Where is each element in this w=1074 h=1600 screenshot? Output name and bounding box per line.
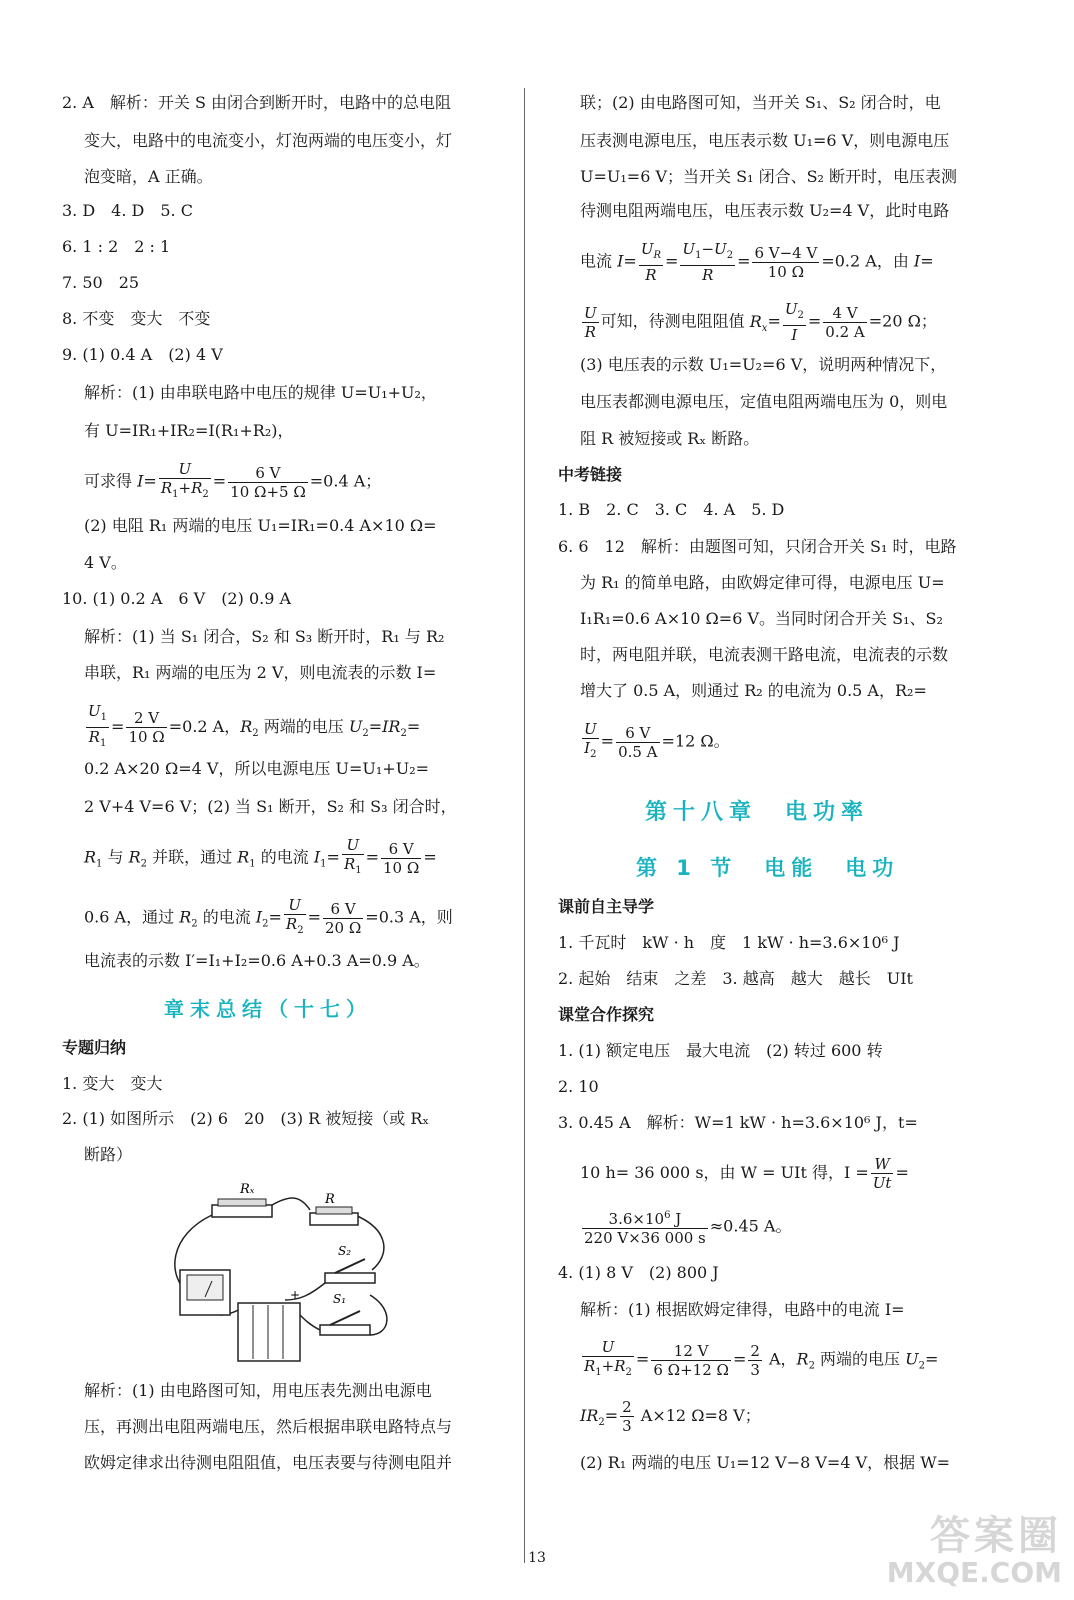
q9-line: 9. (1) 0.4 A (2) 4 V xyxy=(62,345,223,364)
zhongkao-q6-line5: 增大了 0.5 A，则通过 R₂ 的电流为 0.5 A，R₂= xyxy=(580,681,927,700)
preclass-q2: 2. 起始 结束 之差 3. 越高 越大 越长 UIt xyxy=(558,969,913,988)
r-label: R xyxy=(325,1192,335,1207)
battery xyxy=(238,1303,300,1361)
r-line7: (3) 电压表的示数 U₁=U₂=6 V，说明两种情况下， xyxy=(580,355,947,374)
wire xyxy=(272,1198,310,1210)
watermark-logo xyxy=(887,1514,1062,1588)
inclass-q4-formula-1: $\frac{U}{R_1+R_2}$ = $\frac{12 V}{6 \Omega+12 \Omega}$ = $\frac{2}{3}$ A，$R_2$ 两端的电压 $U_2=$ xyxy=(584,1338,939,1379)
switch-s2 xyxy=(325,1273,375,1283)
section-1-title: 第 1 节 电能 电功 xyxy=(636,856,900,880)
q7-line: 7. 50 25 xyxy=(62,273,140,292)
watermark-line1: 答案圈 xyxy=(930,1513,1062,1559)
switch-s2-lever xyxy=(335,1259,365,1273)
wire xyxy=(300,1315,320,1330)
r-line9: 阻 R 被短接或 Rₓ 断路。 xyxy=(580,429,760,448)
zhongkao-q1: 1. B 2. C 3. C 4. A 5. D xyxy=(558,500,785,519)
r-line4: 待测电阻两端电压，电压表示数 U₂=4 V，此时电路 xyxy=(580,201,950,220)
wire xyxy=(370,1295,387,1335)
q3-line: 3. D 4. D 5. C xyxy=(62,201,193,220)
rx-resistor xyxy=(212,1205,272,1217)
switch-s1 xyxy=(320,1325,370,1335)
q10-formula-3: 0.6 A，通过 $R_2$ 的电流 $I_2=$ $\frac{U}{R_2}$ = $\frac{6 V}{20 \Omega}$ =0.3 A，则 xyxy=(84,896,453,937)
analysis-line2: 压，再测出电阻两端电压，然后根据串联电路特点与 xyxy=(84,1417,453,1436)
r-formula-2: $\frac{U}{R}$ 可知，待测电阻阻值 $R_x=$ $\frac{U_2}{I}$ = $\frac{4 V}{0.2 A}$ =20 Ω； xyxy=(584,300,937,344)
q9-formula: 可求得 I= $\frac{U}{R_1+R_2}$ = $\frac{6 V}{10 \Omega+5 \Omega}$ =0.4 A； xyxy=(84,460,382,501)
q6-line: 6. 1 : 2 2 : 1 xyxy=(62,237,171,256)
q2-line2: 变大，电路中的电流变小，灯泡两端的电压变小，灯 xyxy=(84,131,453,150)
q10-line: 10. (1) 0.2 A 6 V (2) 0.9 A xyxy=(62,589,292,608)
chapter-summary-title: 章末总结（十七） xyxy=(164,997,372,1021)
inclass-q3-formula: $\frac{3.6\times 10^6 J}{220 V\times 36 000 s}$ ≈0.45 A。 xyxy=(580,1207,791,1247)
q2-line3: 泡变暗，A 正确。 xyxy=(84,167,213,186)
chapter-18-title: 第十八章 电功率 xyxy=(645,800,870,825)
topic-q2-line1: 2. (1) 如图所示 (2) 6 20 (3) R 被短接（或 Rₓ xyxy=(62,1109,430,1128)
q9-analysis-4: 4 V。 xyxy=(84,553,127,572)
topic-q2-line2: 断路） xyxy=(84,1145,133,1164)
zhongkao-q6-formula: $\frac{U}{I_2}$ = $\frac{6 V}{0.5 A}$ =12 Ω。 xyxy=(584,720,730,761)
r-line3: U=U₁=6 V；当开关 S₁ 闭合、S₂ 断开时，电压表测 xyxy=(580,167,958,186)
column-divider xyxy=(524,88,525,1563)
topic-q1: 1. 变大 变大 xyxy=(62,1074,163,1093)
q10-formula-1: $\frac{U_1}{R_1}$ = $\frac{2 V}{10 \Omega}$ =0.2 A，$R_2$ 两端的电压 $U_2=IR_2=$ xyxy=(88,702,421,749)
q10-formula-2: $R_1$ 与 $R_2$ 并联，通过 $R_1$ 的电流 $I_1=$ $\frac{U}{R_1}$ = $\frac{6 V}{10 \Omega}$ = xyxy=(84,836,437,877)
rx-label: Rₓ xyxy=(240,1182,255,1197)
q9-analysis-3: (2) 电阻 R₁ 两端的电压 U₁=IR₁=0.4 A×10 Ω= xyxy=(84,516,437,535)
zhongkao-q6-line2: 为 R₁ 的简单电路，由欧姆定律可得，电源电压 U= xyxy=(580,573,945,592)
switch-s1-lever xyxy=(330,1311,360,1325)
zhongkao-q6-line3: I₁R₁=0.6 A×10 Ω=6 V。当同时闭合开关 S₁、S₂ xyxy=(580,609,943,628)
inclass-q3-line2: 10 h= 36 000 s，由 W = UIt 得，I = $\frac{W}{Ut}$ = xyxy=(580,1155,909,1192)
inclass-q3: 3. 0.45 A 解析：W=1 kW · h=3.6×10⁶ J，t= xyxy=(558,1113,918,1132)
preclass-heading: 课前自主导学 xyxy=(558,897,655,916)
inclass-heading: 课堂合作探究 xyxy=(558,1005,655,1024)
inclass-q4-formula-2: $IR_2=$ $\frac{2}{3}$ A×12 Ω=8 V； xyxy=(580,1398,761,1435)
battery-plus: + xyxy=(290,1288,301,1302)
zhongkao-q6-line4: 时，两电阻并联，电流表测干路电流，电流表的示数 xyxy=(580,645,949,664)
q9-analysis-2: 有 U=IR₁+IR₂=I(R₁+R₂)， xyxy=(84,421,294,440)
rx-resistor-body xyxy=(218,1199,266,1206)
inclass-q4-analysis-2: (2) R₁ 两端的电压 U₁=12 V−8 V=4 V，根据 W= xyxy=(580,1453,951,1472)
analysis-line1: 解析：(1) 由电路图可知，用电压表先测出电源电 xyxy=(84,1381,432,1400)
watermark-line2: MXQE.COM xyxy=(886,1556,1062,1589)
inclass-q3-text: 10 h= 36 000 s，由 W = UIt 得，I = xyxy=(580,1163,869,1182)
r-line2: 压表测电源电压，电压表示数 U₁=6 V，则电源电压 xyxy=(580,131,950,150)
r-formula-1: 电流 I= $\frac{U_R}{R}$ = $\frac{U_1-U_2}{R}$ = $\frac{6 V-4 V}{10 \Omega}$ =0.2 A，由 I= xyxy=(580,240,934,284)
q10-analysis-3: 0.2 A×20 Ω=4 V，所以电源电压 U=U₁+U₂= xyxy=(84,759,430,778)
q10-analysis-4: 2 V+4 V=6 V；(2) 当 S₁ 断开，S₂ 和 S₃ 闭合时， xyxy=(84,797,457,816)
r-resistor-body xyxy=(316,1207,352,1214)
q9-analysis-1: 解析：(1) 由串联电路中电压的规律 U=U₁+U₂， xyxy=(84,383,437,402)
q2-line1: 2. A 解析：开关 S 由闭合到断开时，电路中的总电阻 xyxy=(62,93,452,112)
q10-analysis-2: 串联，R₁ 两端的电压为 2 V，则电流表的示数 I= xyxy=(84,663,437,682)
zhongkao-heading: 中考链接 xyxy=(558,465,623,484)
q8-line: 8. 不变 变大 不变 xyxy=(62,309,211,328)
r-line1: 联；(2) 由电路图可知，当开关 S₁、S₂ 闭合时，电 xyxy=(580,93,941,112)
circuit-figure xyxy=(160,1175,400,1365)
topic-heading: 专题归纳 xyxy=(62,1038,127,1057)
s1-label: S₁ xyxy=(333,1292,347,1306)
inclass-q2: 2. 10 xyxy=(558,1077,599,1096)
inclass-q4: 4. (1) 8 V (2) 800 J xyxy=(558,1263,719,1282)
q10-analysis-5: 电流表的示数 I′=I₁+I₂=0.6 A+0.3 A=0.9 A。 xyxy=(84,951,430,970)
analysis-line3: 欧姆定律求出待测电阻阻值，电压表要与待测电阻并 xyxy=(84,1453,453,1472)
r-resistor xyxy=(310,1213,358,1225)
inclass-q4-analysis: 解析：(1) 根据欧姆定律得，电路中的电流 I= xyxy=(580,1300,905,1319)
r-line8: 电压表都测电源电压，定值电阻两端电压为 0，则电 xyxy=(580,392,948,411)
zhongkao-q6-line1: 6. 6 12 解析：由题图可知，只闭合开关 S₁ 时，电路 xyxy=(558,537,957,556)
page-number: 13 xyxy=(528,1550,546,1566)
s2-label: S₂ xyxy=(338,1244,352,1258)
inclass-q1: 1. (1) 额定电压 最大电流 (2) 转过 600 转 xyxy=(558,1041,883,1060)
q10-analysis-1: 解析：(1) 当 S₁ 闭合，S₂ 和 S₃ 断开时，R₁ 与 R₂ xyxy=(84,627,445,646)
preclass-q1: 1. 千瓦时 kW · h 度 1 kW · h=3.6×10⁶ J xyxy=(558,933,900,952)
